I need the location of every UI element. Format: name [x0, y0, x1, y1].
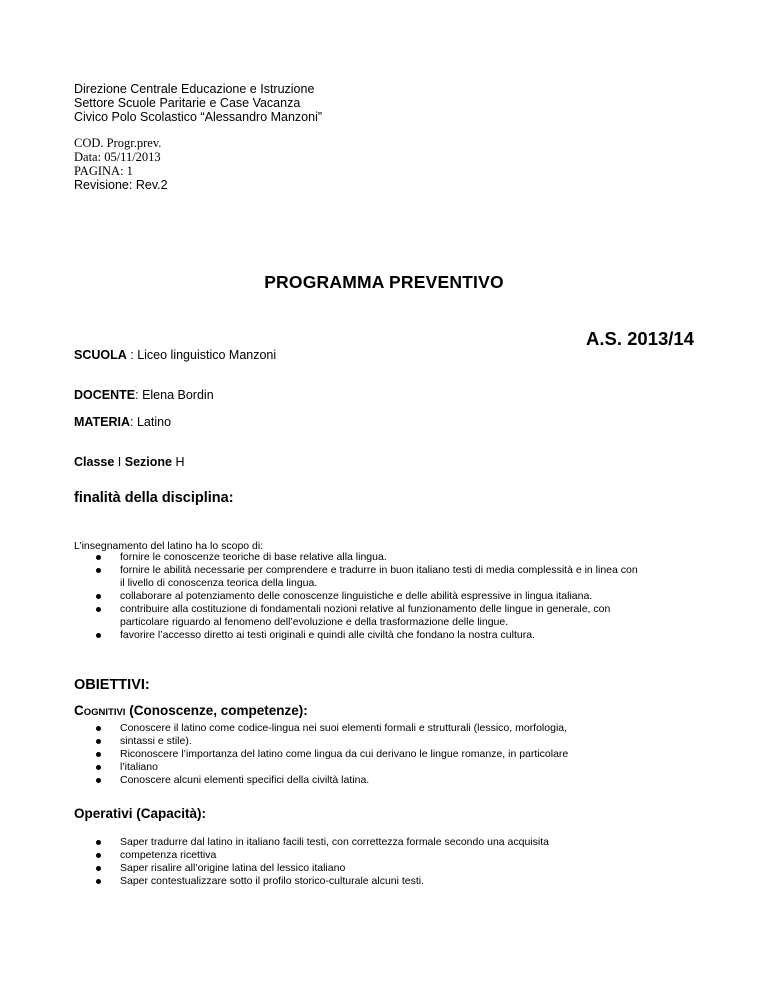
materia-value: : Latino	[130, 415, 172, 429]
list-item: fornire le abilità necessarie per comprendere e tradurre in buon italiano testi di media complessità e in linea con	[74, 564, 638, 577]
cod-line: COD. Progr.prev.	[74, 136, 162, 150]
list-item: fornire le conoscenze teoriche di base relative alla lingua.	[74, 551, 638, 564]
list-item: favorire l’accesso diretto ai testi originali e quindi alle civiltà che fondano la nostra cultura.	[74, 629, 638, 642]
header-line-3: Civico Polo Scolastico “Alessandro Manzoni”	[74, 110, 323, 124]
operativi-heading: Operativi (Capacità):	[74, 806, 207, 821]
scuola-field	[74, 348, 276, 362]
list-item: l’italiano	[74, 761, 568, 774]
list-item: Riconoscere l’importanza del latino come lingua da cui derivano le lingue romanze, in particolare	[74, 748, 568, 761]
sezione-value: H	[171, 455, 185, 469]
list-item-continuation: particolare riguardo al fenomeno dell’evoluzione e della trasformazione delle lingue.	[120, 616, 509, 628]
list-item-continuation: il livello di conoscenza teorica della lingua.	[120, 577, 318, 589]
bullet-icon	[96, 752, 101, 757]
bullet-icon	[96, 853, 101, 858]
finalita-list	[74, 551, 638, 642]
list-item: Saper risalire all’origine latina del lessico italiano	[74, 862, 549, 875]
list-item: sintassi e stile).	[74, 735, 568, 748]
bullet-icon	[96, 726, 101, 731]
bullet-icon	[96, 778, 101, 783]
list-item: Conoscere alcuni elementi specifici della civiltà latina.	[74, 774, 568, 787]
data-line: Data: 05/11/2013	[74, 150, 161, 164]
list-item: collaborare al potenziamento delle conoscenze linguistiche e delle abilità espressive in lingua italiana.	[74, 590, 638, 603]
document-title: PROGRAMMA PREVENTIVO	[264, 272, 504, 292]
docente-field	[74, 388, 214, 402]
sezione-label: Sezione	[124, 455, 172, 469]
list-item: Saper tradurre dal latino in italiano facili testi, con correttezza formale secondo una acquisita	[74, 836, 549, 849]
bullet-icon	[96, 568, 101, 573]
list-item: competenza ricettiva	[74, 849, 549, 862]
header-line-1: Direzione Centrale Educazione e Istruzione	[74, 82, 315, 96]
bullet-icon	[96, 879, 101, 884]
finalita-heading: finalità della disciplina:	[74, 490, 234, 506]
materia-label: MATERIA	[74, 415, 131, 429]
bullet-icon	[96, 840, 101, 845]
scuola-label: SCUOLA	[74, 348, 127, 362]
bullet-icon	[96, 765, 101, 770]
cognitivi-heading: COGNITIVI (Conoscenze, competenze):	[74, 703, 308, 718]
list-item: Conoscere il latino come codice-lingua nei suoi elementi formali e strutturali (lessico, morfologia,	[74, 722, 568, 735]
bullet-icon	[96, 594, 101, 599]
classe-field	[74, 455, 184, 469]
list-item: contribuire alla costituzione di fondamentali nozioni relative al funzionamento delle lingue in generale, con	[74, 603, 638, 616]
pagina-line: PAGINA: 1	[74, 164, 133, 178]
classe-label: Classe	[74, 455, 115, 469]
cognitivi-list	[74, 722, 568, 787]
obiettivi-heading: OBIETTIVI:	[74, 677, 150, 693]
scuola-value: : Liceo linguistico Manzoni	[126, 348, 277, 362]
bullet-icon	[96, 739, 101, 744]
bullet-icon	[96, 555, 101, 560]
classe-value: I	[114, 455, 125, 469]
finalita-intro: L’insegnamento del latino ha lo scopo di:	[74, 540, 264, 552]
docente-label: DOCENTE	[74, 388, 136, 402]
header-line-2: Settore Scuole Paritarie e Case Vacanza	[74, 96, 301, 110]
revisione-line: Revisione: Rev.2	[74, 178, 168, 192]
bullet-icon	[96, 866, 101, 871]
materia-field	[74, 415, 171, 429]
school-year: A.S. 2013/14	[586, 328, 694, 349]
bullet-icon	[96, 633, 101, 638]
operativi-list	[74, 836, 549, 888]
bullet-icon	[96, 607, 101, 612]
docente-value: : Elena Bordin	[135, 388, 214, 402]
list-item: Saper contestualizzare sotto il profilo storico-culturale alcuni testi.	[74, 875, 549, 888]
